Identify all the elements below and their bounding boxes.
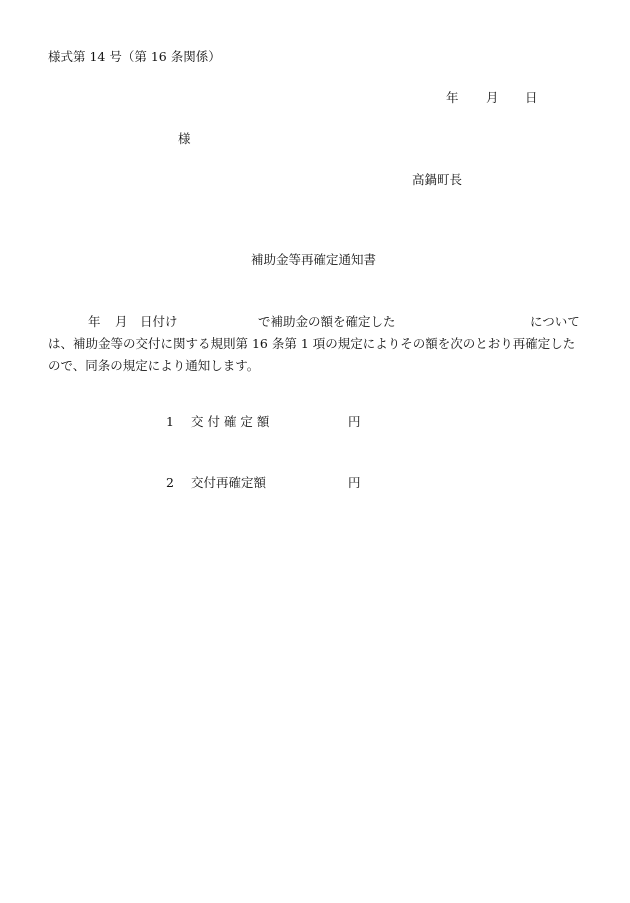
body-paragraph xyxy=(48,312,588,378)
body-line-3 xyxy=(48,356,588,378)
item-2-label: 交付再確定額 xyxy=(191,475,267,490)
sender-name: 高鍋町長 xyxy=(412,172,463,187)
date-day-label: 日 xyxy=(525,90,538,105)
body-line-2-text: は、補助金等の交付に関する規則第 16 条第 1 項の規定によりその額を次のとおり再確定した xyxy=(48,336,576,351)
addressee-suffix: 様 xyxy=(178,131,191,146)
item-1-number: 1 xyxy=(166,414,174,429)
date-year-label: 年 xyxy=(446,90,459,105)
item-2-unit: 円 xyxy=(348,475,361,490)
document-title: 補助金等再確定通知書 xyxy=(251,252,377,267)
date-month-label: 月 xyxy=(486,90,499,105)
body-confirmed-text: で補助金の額を確定した xyxy=(258,314,396,329)
form-number: 様式第 14 号（第 16 条関係） xyxy=(48,49,221,64)
body-line-3-text: ので、同条の規定により通知します。 xyxy=(48,358,260,373)
item-2-number: 2 xyxy=(166,475,174,490)
body-dated-label: 日付け xyxy=(140,314,178,329)
body-regarding-text: について xyxy=(530,314,580,329)
body-month-label: 月 xyxy=(115,314,128,329)
item-1-label: 交 付 確 定 額 xyxy=(191,414,270,429)
body-line-2 xyxy=(48,334,588,356)
body-year-label: 年 xyxy=(88,314,101,329)
body-line-1 xyxy=(48,312,588,334)
item-1-unit: 円 xyxy=(348,414,361,429)
